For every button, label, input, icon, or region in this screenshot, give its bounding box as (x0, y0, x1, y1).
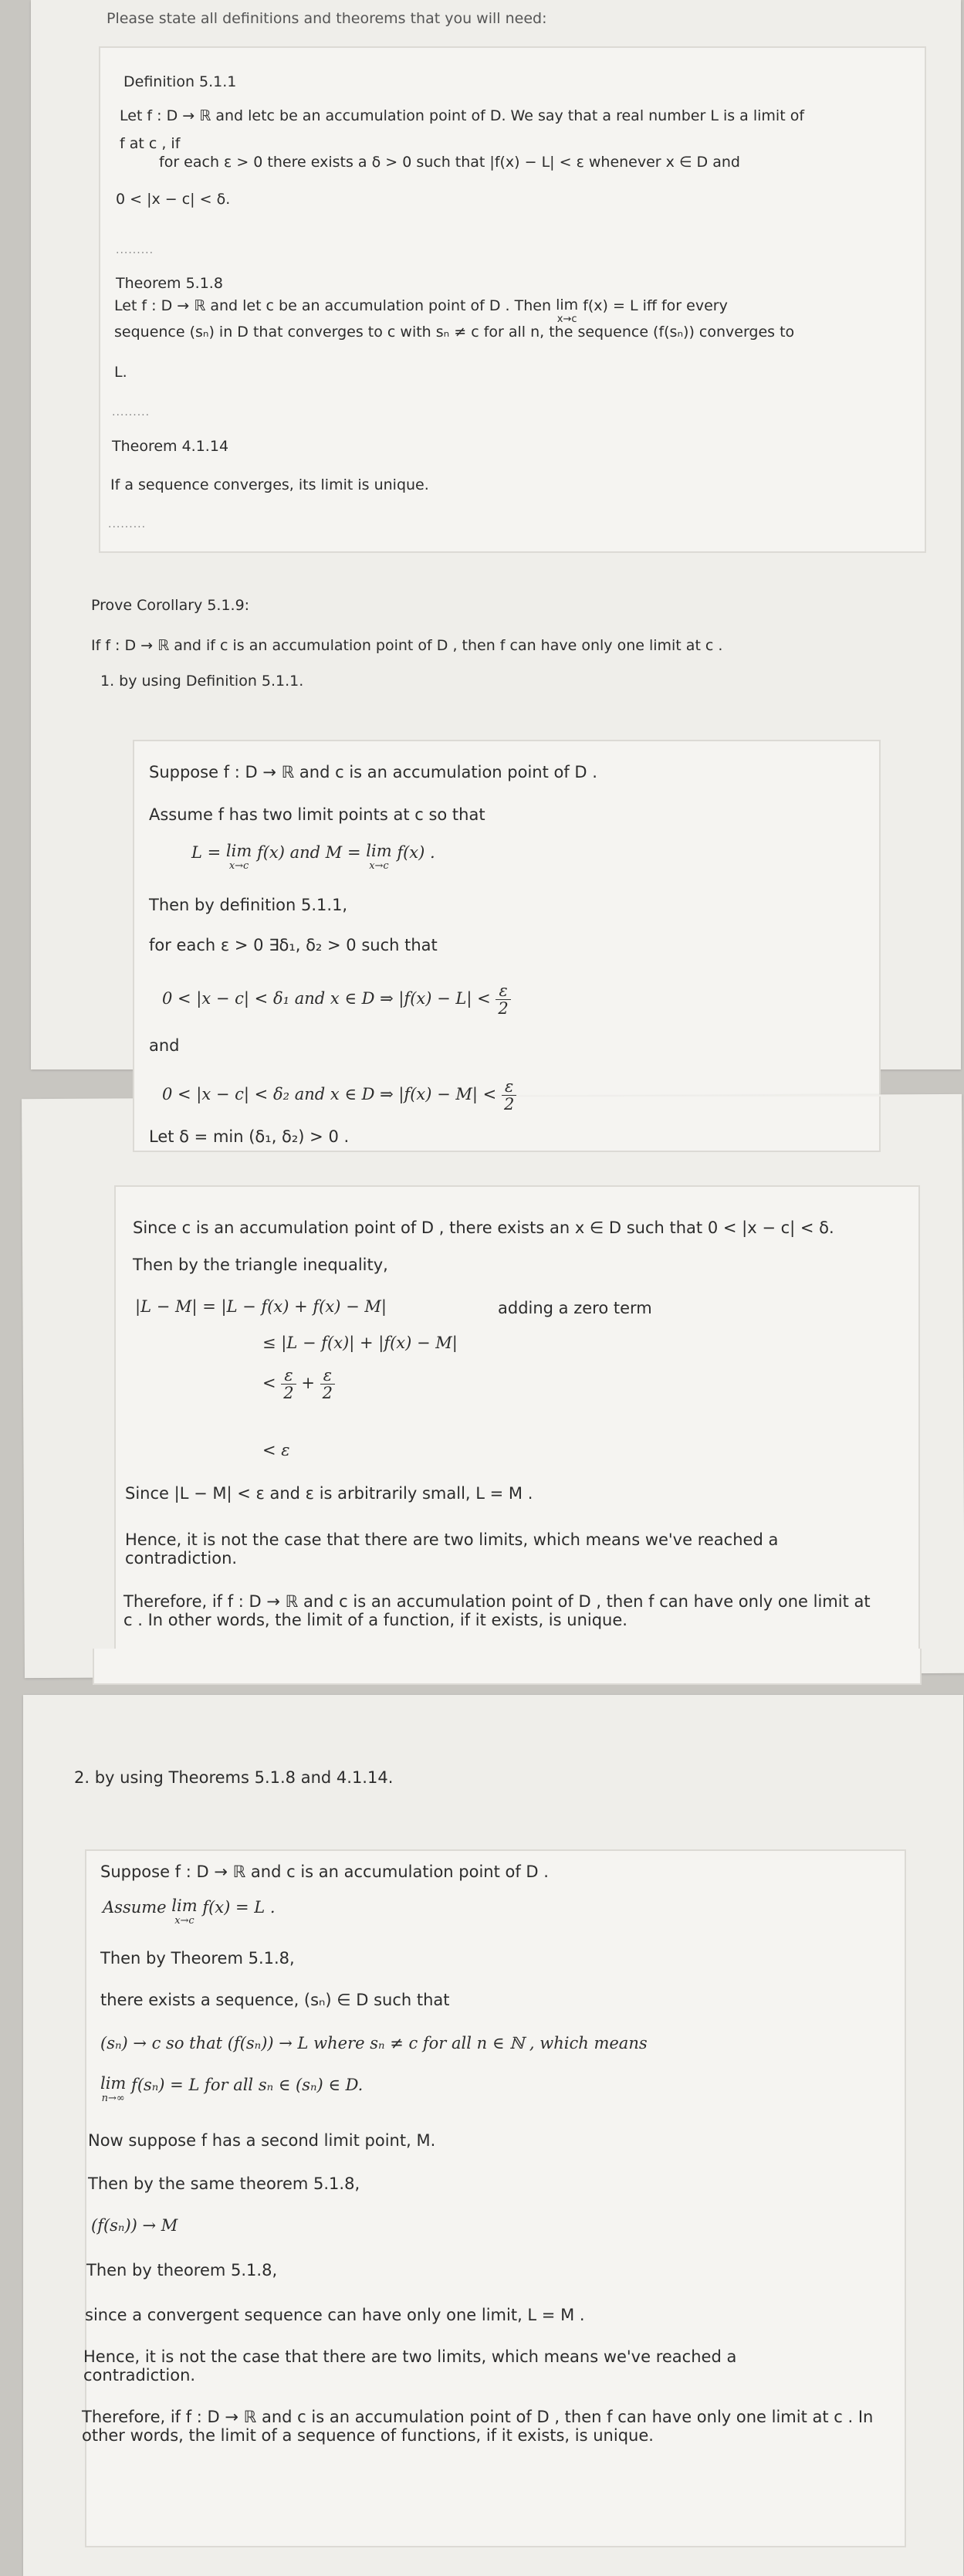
theorem-text-b: f(x) = L iff for every (583, 297, 728, 314)
theorem-text-a: Let f : D → ℝ and let c be an accumulation point of D . Then (114, 297, 552, 314)
proof-line: Since c is an accumulation point of D , there exists an x ∈ D such that 0 < |x − c| < δ. (133, 1219, 834, 1237)
proof-line: Then by definition 5.1.1, (149, 896, 348, 914)
proof-line: Suppose f : D → ℝ and c is an accumulation point of D . (149, 763, 597, 781)
proof-line: Then by Theorem 5.1.8, (100, 1949, 295, 1968)
part2-heading: 2. by using Theorems 5.1.8 and 4.1.14. (74, 1768, 394, 1787)
triangle-eq-3 (262, 1367, 335, 1402)
proof-line: Then by theorem 5.1.8, (86, 2261, 278, 2279)
ineq-text: 0 < |x − c| < δ₂ and x ∈ D ⇒ |f(x) − M| < (162, 1085, 497, 1104)
lim-subscript: n→∞ (101, 2093, 125, 2104)
proof1-box (133, 740, 881, 1113)
eq-part: f(x) . (397, 843, 435, 862)
limit-notation (171, 1898, 197, 1926)
lim-label: lim (556, 297, 579, 314)
part1-heading: 1. by using Definition 5.1.1. (100, 673, 304, 690)
proof-line: (f(sₙ)) → M (91, 2216, 178, 2235)
definition-text: for each ε > 0 there exists a δ > 0 such that |f(x) − L| < ε whenever x ∈ D and (159, 154, 740, 171)
limit-notation (366, 843, 391, 871)
inequality-2 (162, 1078, 516, 1113)
limit-notation (100, 2076, 126, 2103)
sequence-limit (100, 2076, 363, 2103)
proof-line: Then by the same theorem 5.1.8, (88, 2174, 360, 2193)
eq-part: f(x) and M = (256, 843, 361, 862)
lim-subscript: x→c (556, 314, 577, 325)
lim-label: lim (366, 842, 392, 860)
theorem-title: Theorem 4.1.14 (112, 438, 229, 455)
theorem-text: L. (114, 364, 127, 381)
theorem-text: If a sequence converges, its limit is unique. (110, 476, 429, 493)
eq-part: Assume (103, 1898, 167, 1917)
theorem-text (114, 298, 728, 324)
proof-line: Now suppose f has a second limit point, M. (88, 2131, 436, 2150)
triangle-eq-4: < ε (262, 1441, 290, 1459)
frac-num: ε (496, 982, 510, 1000)
prompt-text: Please state all definitions and theorems that you will need: (107, 10, 547, 27)
frac-num: ε (281, 1367, 296, 1385)
lim-subscript: x→c (369, 860, 389, 872)
definition-text: 0 < |x − c| < δ. (116, 191, 231, 208)
lim-subscript: x→c (228, 860, 249, 872)
separator-dots: ········· (108, 521, 147, 534)
ineq-text: 0 < |x − c| < δ₁ and x ∈ D ⇒ |f(x) − L| < (162, 989, 491, 1008)
proof-line: Let δ = min (δ₁, δ₂) > 0 . (149, 1127, 350, 1146)
frac-den: 2 (322, 1384, 333, 1403)
corollary-statement: If f : D → ℝ and if c is an accumulation point of D , then f can have only one limit at c . (91, 637, 723, 654)
proof-line: for each ε > 0 ∃δ₁, δ₂ > 0 such that (149, 936, 438, 954)
limit-equation (191, 843, 435, 871)
lim-subscript: x→c (174, 1915, 194, 1927)
proof-line: since a convergent sequence can have only one limit, L = M . (85, 2306, 585, 2324)
proof-line: (sₙ) → c so that (f(sₙ)) → L where sₙ ≠ c for all n ∈ ℕ , which means (100, 2034, 648, 2052)
proof-line: and (149, 1036, 180, 1055)
triangle-eq-1: |L − M| = |L − f(x) + f(x) − M| (135, 1297, 387, 1316)
corollary-heading: Prove Corollary 5.1.9: (91, 597, 250, 614)
proof-line: Suppose f : D → ℝ and c is an accumulation point of D . (100, 1863, 549, 1881)
proof-line: there exists a sequence, (sₙ) ∈ D such that (100, 1991, 450, 2009)
separator-dots: ········· (112, 409, 151, 422)
fraction-eps-half (502, 1078, 516, 1113)
definition-title: Definition 5.1.1 (123, 73, 237, 90)
definition-text: Let f : D → ℝ and letc be an accumulation point of D. We say that a real number L is a limit of (120, 107, 805, 124)
frac-num: ε (320, 1367, 335, 1385)
proof-line: Since |L − M| < ε and ε is arbitrarily small, L = M . (125, 1484, 533, 1503)
proof-line: Hence, it is not the case that there are two limits, which means we've reached a contradiction. (83, 2347, 737, 2385)
plus-sign: + (301, 1374, 315, 1393)
proof-line: Hence, it is not the case that there are two limits, which means we've reached a contradiction. (125, 1530, 779, 1568)
triangle-eq-2: ≤ |L − f(x)| + |f(x) − M| (262, 1334, 458, 1352)
frac-den: 2 (283, 1384, 294, 1403)
frac-num: ε (502, 1078, 516, 1096)
lt-sign: < (262, 1374, 276, 1393)
proof-line: Then by the triangle inequality, (133, 1256, 388, 1274)
inequality-1 (162, 982, 511, 1017)
lim-label: lim (225, 842, 252, 860)
limit-assumption (103, 1898, 276, 1926)
limit-notation (226, 843, 252, 871)
proof-line: Assume f has two limit points at c so that (149, 805, 485, 824)
eq-part: L = (191, 843, 222, 862)
theorem-title: Theorem 5.1.8 (116, 275, 223, 292)
frac-den: 2 (503, 1095, 515, 1114)
lim-label: lim (171, 1896, 198, 1915)
limit-notation (556, 298, 578, 324)
proof-line: Therefore, if f : D → ℝ and c is an accumulation point of D , then f can have only one limit at c . In other words, the limit of a function, if it exists, is unique. (123, 1592, 871, 1630)
fraction-eps-half (281, 1367, 296, 1402)
eq-part: f(x) = L . (202, 1898, 276, 1917)
fraction-eps-half (320, 1367, 335, 1402)
frac-den: 2 (498, 999, 509, 1019)
lim-label: lim (100, 2074, 127, 2093)
separator-dots: ········· (116, 247, 154, 259)
theorem-text: sequence (sₙ) in D that converges to c with sₙ ≠ c for all n, the sequence (f(sₙ)) converges to (114, 324, 795, 341)
empty-answer-box (93, 1649, 922, 1685)
eq-part: f(sₙ) = L for all sₙ ∈ (sₙ) ∈ D. (131, 2076, 364, 2094)
proof-line: Therefore, if f : D → ℝ and c is an accumulation point of D , then f can have only one limit at c . In other words, the limit of a sequence of functions, if it exists, is unique. (82, 2408, 874, 2446)
triangle-eq-note: adding a zero term (498, 1299, 652, 1317)
definition-text: f at c , if (120, 135, 181, 152)
fraction-eps-half (496, 982, 510, 1017)
